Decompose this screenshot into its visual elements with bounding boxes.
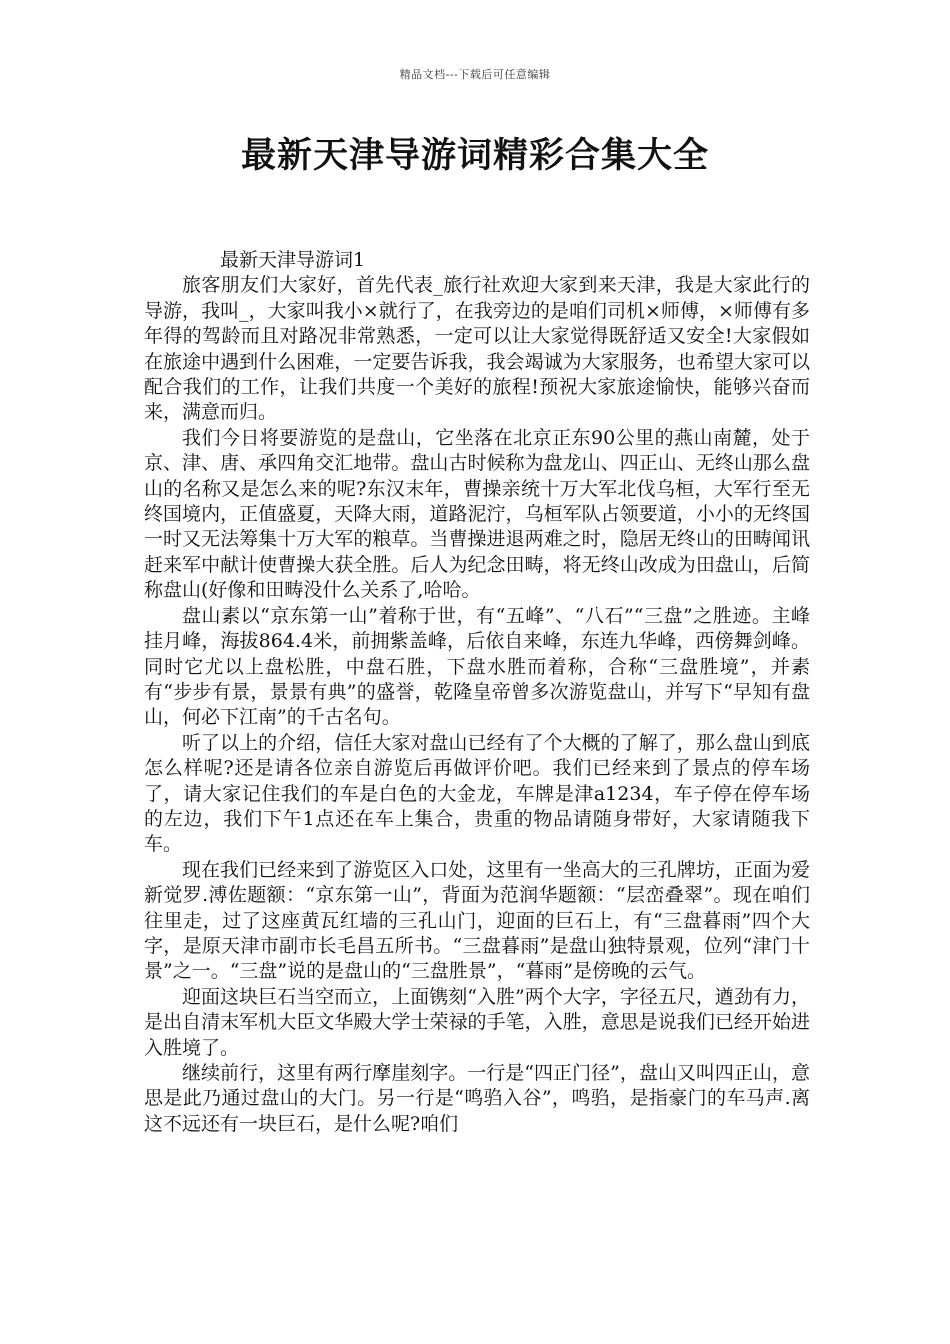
paragraph-panshan-scenery: 盘山素以“京东第一山”着称于世，有“五峰”、“八石”“三盘”之胜迹。主峰挂月峰，海拔864.4米，前拥紫盖峰，后依自来峰，东连九华峰，西傍舞剑峰。同时它尤以上盘松胜，中盘石胜，下盘水胜而着称，合称“三盘胜境”，并素有“步步有景，景景有典”的盛誉，乾隆皇帝曾多次游览盘山，并写下“早知有盘山，何必下江南”的千古名句。 (144, 604, 810, 729)
section-heading-text: 最新天津导游词1 (220, 249, 366, 271)
paragraph-cliff-inscriptions: 继续前行，这里有两行摩崖刻字。一行是“四正门径”，盘山又叫四正山，意思是此乃通过盘山的大门。另一行是“鸣驺入谷”，鸣驺，是指豪门的车马声.离这不远还有一块巨石，是什么呢?咱们 (144, 1062, 810, 1135)
document-body (144, 248, 810, 1137)
section-heading (144, 248, 810, 273)
paragraph-entrance: 现在我们已经来到了游览区入口处，这里有一坐高大的三孔牌坊，正面为爱新觉罗.溥佐题额：“京东第一山”，背面为范润华题额：“层峦叠翠”。现在咱们往里走，过了这座黄瓦红墙的三孔山门，迎面的巨石上，有“三盘暮雨”四个大字，是原天津市副市长毛昌五所书。“三盘暮雨”是盘山独特景观，位列“津门十景”之一。“三盘”说的是盘山的“三盘胜景”，“暮雨”是傍晚的云气。 (144, 858, 810, 983)
document-title: 最新天津导游词精彩合集大全 (240, 136, 709, 176)
document-header-note: 精品文档---下载后可任意编辑 (399, 68, 551, 81)
paragraph-parking: 听了以上的介绍，信任大家对盘山已经有了个大概的了解了，那么盘山到底怎么样呢?还是请各位亲自游览后再做评价吧。我们已经来到了景点的停车场了，请大家记住我们的车是白色的大金龙，车牌是津a1234，车子停在停车场的左边，我们下午1点还在车上集合，贵重的物品请随身带好，大家请随我下车。 (144, 731, 810, 856)
paragraph-intro: 旅客朋友们大家好，首先代表_旅行社欢迎大家到来天津，我是大家此行的导游，我叫_，大家叫我小×就行了，在我旁边的是咱们司机×师傅，×师傅有多年得的驾龄而且对路况非常熟悉，一定可以让大家觉得既舒适又安全!大家假如在旅途中遇到什么困难，一定要告诉我，我会竭诚为大家服务，也希望大家可以配合我们的工作，让我们共度一个美好的旅程!预祝大家旅途愉快，能够兴奋而来，满意而归。 (144, 274, 810, 424)
paragraph-panshan-history: 我们今日将要游览的是盘山，它坐落在北京正东90公里的燕山南麓，处于京、津、唐、承四角交汇地带。盘山古时候称为盘龙山、四正山、无终山那么盘山的名称又是怎么来的呢?东汉末年，曹操亲统十万大军北伐乌桓，大军行至无终国境内，正值盛夏，天降大雨，道路泥泞，乌桓军队占领要道，小小的无终国一时又无法筹集十万大军的粮草。当曹操进退两难之时，隐居无终山的田畴闻讯赶来军中献计使曹操大获全胜。后人为纪念田畴，将无终山改成为田盘山，后简称盘山(好像和田畴没什么关系了,哈哈。 (144, 426, 810, 602)
paragraph-rusheng-rock: 迎面这块巨石当空而立，上面镌刻“入胜”两个大字，字径五尺，遒劲有力，是出自清末军机大臣文华殿大学士荣禄的手笔，入胜，意思是说我们已经开始进入胜境了。 (144, 985, 810, 1059)
